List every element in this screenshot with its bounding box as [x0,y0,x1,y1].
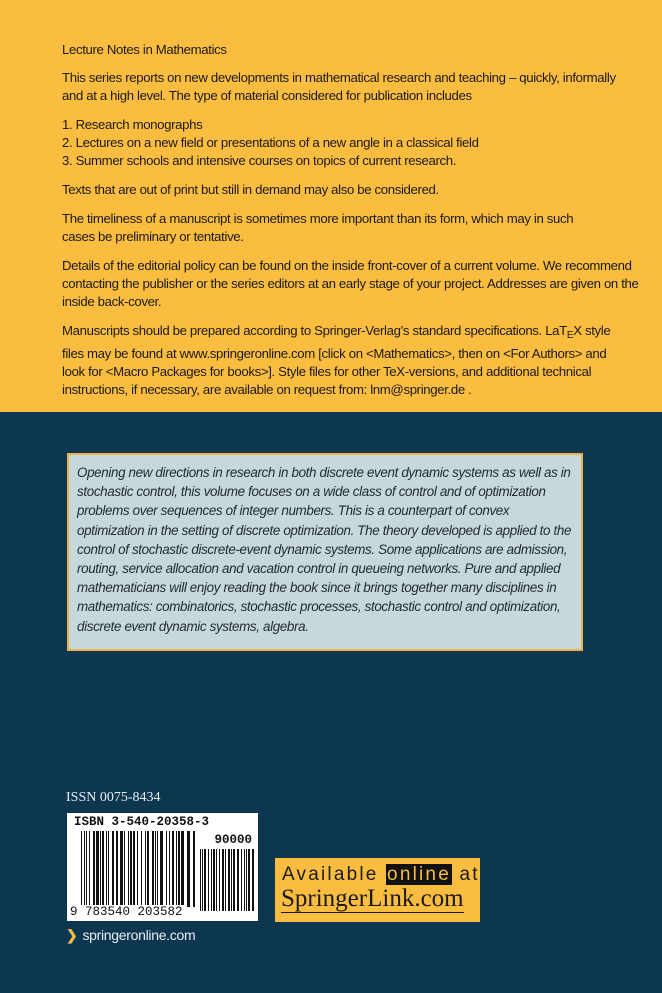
barcode-bar [225,849,226,911]
barcode-bar [120,831,123,907]
barcode-bar [246,849,247,911]
out-of-print-paragraph: Texts that are out of print but still in demand may also be considered. [62,182,439,197]
barcode-bar [213,849,215,911]
barcode-bar [181,831,184,907]
barcode-bar [112,831,114,907]
barcode-bar [106,831,107,907]
barcode-bar [248,849,250,911]
price-addon: 90000 [214,833,252,847]
barcode-bar [187,831,190,907]
barcode-bar [84,831,85,907]
list-item: 1. Research monographs [62,117,203,132]
barcode-bar [211,849,212,911]
barcode-bar [147,831,149,907]
list-item: 3. Summer schools and intensive courses on topics of current research. [62,153,457,168]
available-online-text: Available online at [282,864,480,885]
barcode-bar [124,831,125,907]
springerlink-badge[interactable] [275,858,480,922]
barcode-bar [241,849,242,911]
barcode-bar [216,849,217,911]
isbn-barcode [67,813,258,921]
barcode-bar [169,831,170,907]
timeliness-paragraph: The timeliness of a manuscript is sometimes more important than its form, which may in such cases be preliminary or tentative. [62,211,574,244]
manuscripts-paragraph [62,322,617,399]
isbn-label: ISBN 3-540-20358-3 [74,815,210,829]
manuscripts-text: Manuscripts should be prepared according to Springer-Verlag’s standard specifications. [62,323,542,338]
springerlink-site: SpringerLink.com [281,885,464,912]
barcode-bar [93,831,95,907]
barcode-bar [193,831,195,907]
barcode-bar [204,849,206,911]
barcode-bar [81,831,82,907]
intro-paragraph: This series reports on new developments in mathematical research and teaching – quickly, informally and at a high level. The type of material considered for publication includes [62,70,616,103]
barcode-bar [128,831,129,907]
barcode-bar [133,831,135,907]
barcode-bar [176,831,177,907]
barcode-bar [231,849,232,911]
barcode-bar [100,831,101,907]
latex-logo: LaT$_E$X [545,323,582,341]
barcode-bar [172,831,174,907]
barcode-bar [86,831,87,907]
barcode-bar [200,849,201,911]
barcode-bar [137,831,138,907]
barcode-bar [157,831,158,907]
barcode-bar [108,831,109,907]
website-text: springeronline.com [82,927,196,943]
manuscripts-text-2: style files may be found at www.springeronline.com [click on <Mathematics>, then on <For Authors> and look for <Macro Packages for books>]. Style files for other TeX-versions, and additional technical instructions, if necessary, are available on request from: lnm@springer.de . [62,323,611,397]
barcode-bar [228,849,230,911]
abstract-text: Opening new directions in research in both discrete event dynamic systems as well as in stochastic control, this volume focuses on a wide class of control and of optimization problems over sequences of integer numbers. This is a counterpart of convex optimization in the setting of discrete optimization. The theory developed is applied to the control of stochastic discrete-event dynamic systems. Some applications are admission, routing, service allocation and vacation control in queueing networks. Pure and applied mathematicians will enjoy reading the book since it brings together many disciplines in mathematics: combinatorics, stochastic processes, stochastic control and optimization, discrete event dynamic systems, algebra. [77,465,572,634]
barcode-bar [130,831,132,907]
abstract-box [67,453,583,651]
barcode-bar [155,831,156,907]
barcode-bar [244,849,245,911]
barcode-bar [96,831,99,907]
barcode-bar [202,849,203,911]
series-title: Lecture Notes in Mathematics [62,42,227,57]
barcode-bar [219,849,220,911]
barcode-bar [222,849,224,911]
barcode-bar [141,831,142,907]
barcode-bar [166,831,167,907]
barcode-bar [116,831,118,907]
chevron-right-icon: ❯ [66,927,78,943]
barcode-bar [102,831,104,907]
barcode-bar [178,831,180,907]
barcode-bar [145,831,146,907]
barcode-bar [237,849,239,911]
barcode-bar [160,831,163,907]
list-item: 2. Lectures on a new field or presentations of a new angle in a classical field [62,135,479,150]
barcode-bar [252,849,254,911]
barcode-bar [152,831,154,907]
issn: ISSN 0075-8434 [66,790,161,805]
barcode-bar [233,849,235,911]
website-link[interactable] [66,927,195,944]
barcode-bar [89,831,90,907]
details-paragraph: Details of the editorial policy can be found on the inside front-cover of a current volume. We recommend contacting the publisher or the series editors at an early stage of your project. Addresses are given on the inside back-cover. [62,258,639,309]
series-info-text [62,41,642,399]
barcode-bar [208,849,209,911]
ean-number: 9 783540 203582 [70,905,183,919]
